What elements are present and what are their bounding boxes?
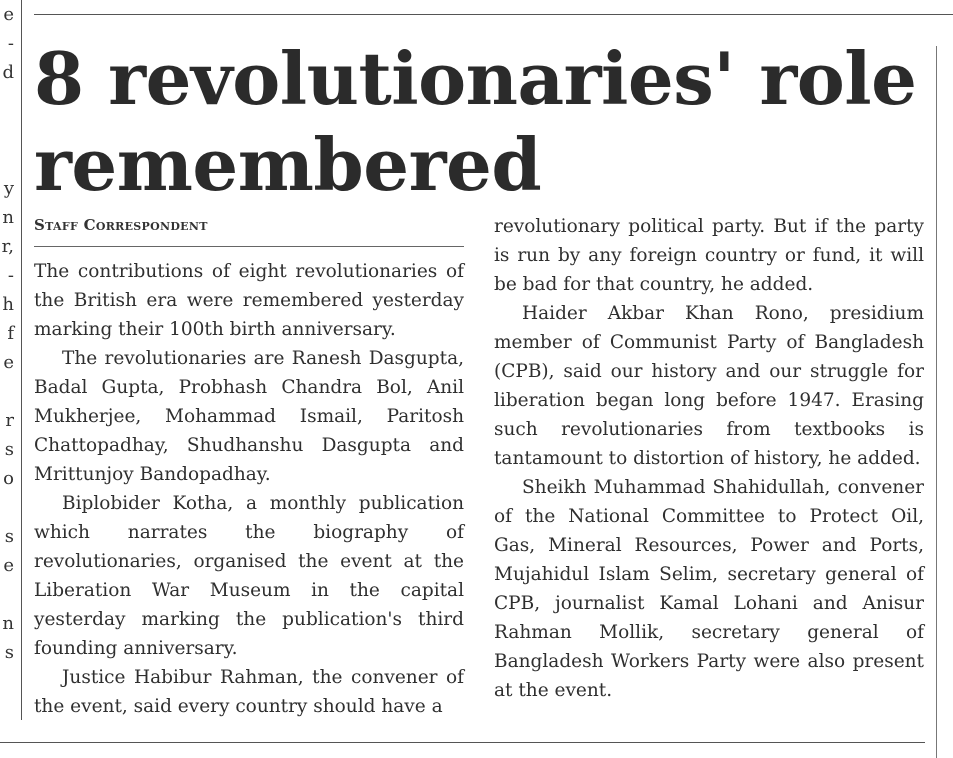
paragraph: The revolutionaries are Ranesh Dasgupta, Badal Gupta, Probhash Chandra Bol, Anil Mukherjee, Mohammad Ismail, Paritosh Chattopadhay, Shudhanshu Dasgupta and Mrittunjoy Bandopadhay.	[34, 348, 464, 485]
paragraph: revolutionary political party. But if the party is run by any foreign country or fund, it will be bad for that country, he added.	[494, 216, 924, 295]
paragraph: Haider Akbar Khan Rono, presidium member of Communist Party of Bangladesh (CPB), said our history and our struggle for liberation began long before 1947. Erasing such revolutionaries from textbooks is tantamount to distortion of history, he added.	[494, 303, 924, 469]
fragment-line	[0, 493, 14, 522]
fragment-line	[0, 145, 14, 174]
column-divider-left	[21, 0, 22, 720]
column-divider-right	[936, 46, 937, 758]
fragment-line: d	[2, 62, 14, 83]
fragment-line: e	[3, 352, 14, 373]
fragment-line: n	[2, 613, 14, 634]
bottom-rule	[0, 742, 925, 743]
fragment-line: e	[3, 555, 14, 576]
byline: Staff Correspondent	[34, 216, 208, 234]
adjacent-column-fragment	[0, 0, 14, 700]
fragment-line: e	[3, 4, 14, 25]
headline: 8 revolutionaries' role remembered	[34, 36, 917, 207]
fragment-line: -	[7, 33, 14, 54]
fragment-line: f	[7, 323, 14, 344]
article-column-1	[34, 257, 464, 721]
paragraph: Justice Habibur Rahman, the convener of the event, said every country should have a	[34, 667, 464, 717]
paragraph: The contributions of eight revolutionaries of the British era were remembered yesterday marking their 100th birth anniversary.	[34, 261, 464, 340]
paragraph: Sheikh Muhammad Shahidullah, convener of the National Committee to Protect Oil, Gas, Mineral Resources, Power and Ports, Mujahidul Islam Selim, secretary general of CPB, journalist Kamal Lohani and Anisur Rahman Mollik, secretary general of Bangladesh Workers Party were also present at the event.	[494, 477, 924, 701]
fragment-line: s	[4, 526, 14, 547]
fragment-line	[0, 116, 14, 145]
fragment-line: s	[4, 439, 14, 460]
article-column-2	[494, 212, 924, 705]
fragment-line: y	[3, 178, 14, 199]
fragment-line	[0, 377, 14, 406]
fragment-line: -	[7, 265, 14, 286]
fragment-line: h	[2, 294, 14, 315]
fragment-line: r,	[1, 236, 14, 257]
fragment-line	[0, 87, 14, 116]
byline-rule	[34, 246, 464, 247]
top-rule	[34, 14, 953, 15]
fragment-line: o	[3, 468, 14, 489]
fragment-line: r	[5, 410, 14, 431]
fragment-line: s	[4, 642, 14, 663]
paragraph: Biplobider Kotha, a monthly publication which narrates the biography of revolutionaries, organised the event at the Liberation War Museum in the capital yesterday marking the publication's third founding anniversary.	[34, 493, 464, 659]
fragment-line	[0, 580, 14, 609]
fragment-line: n	[2, 207, 14, 228]
